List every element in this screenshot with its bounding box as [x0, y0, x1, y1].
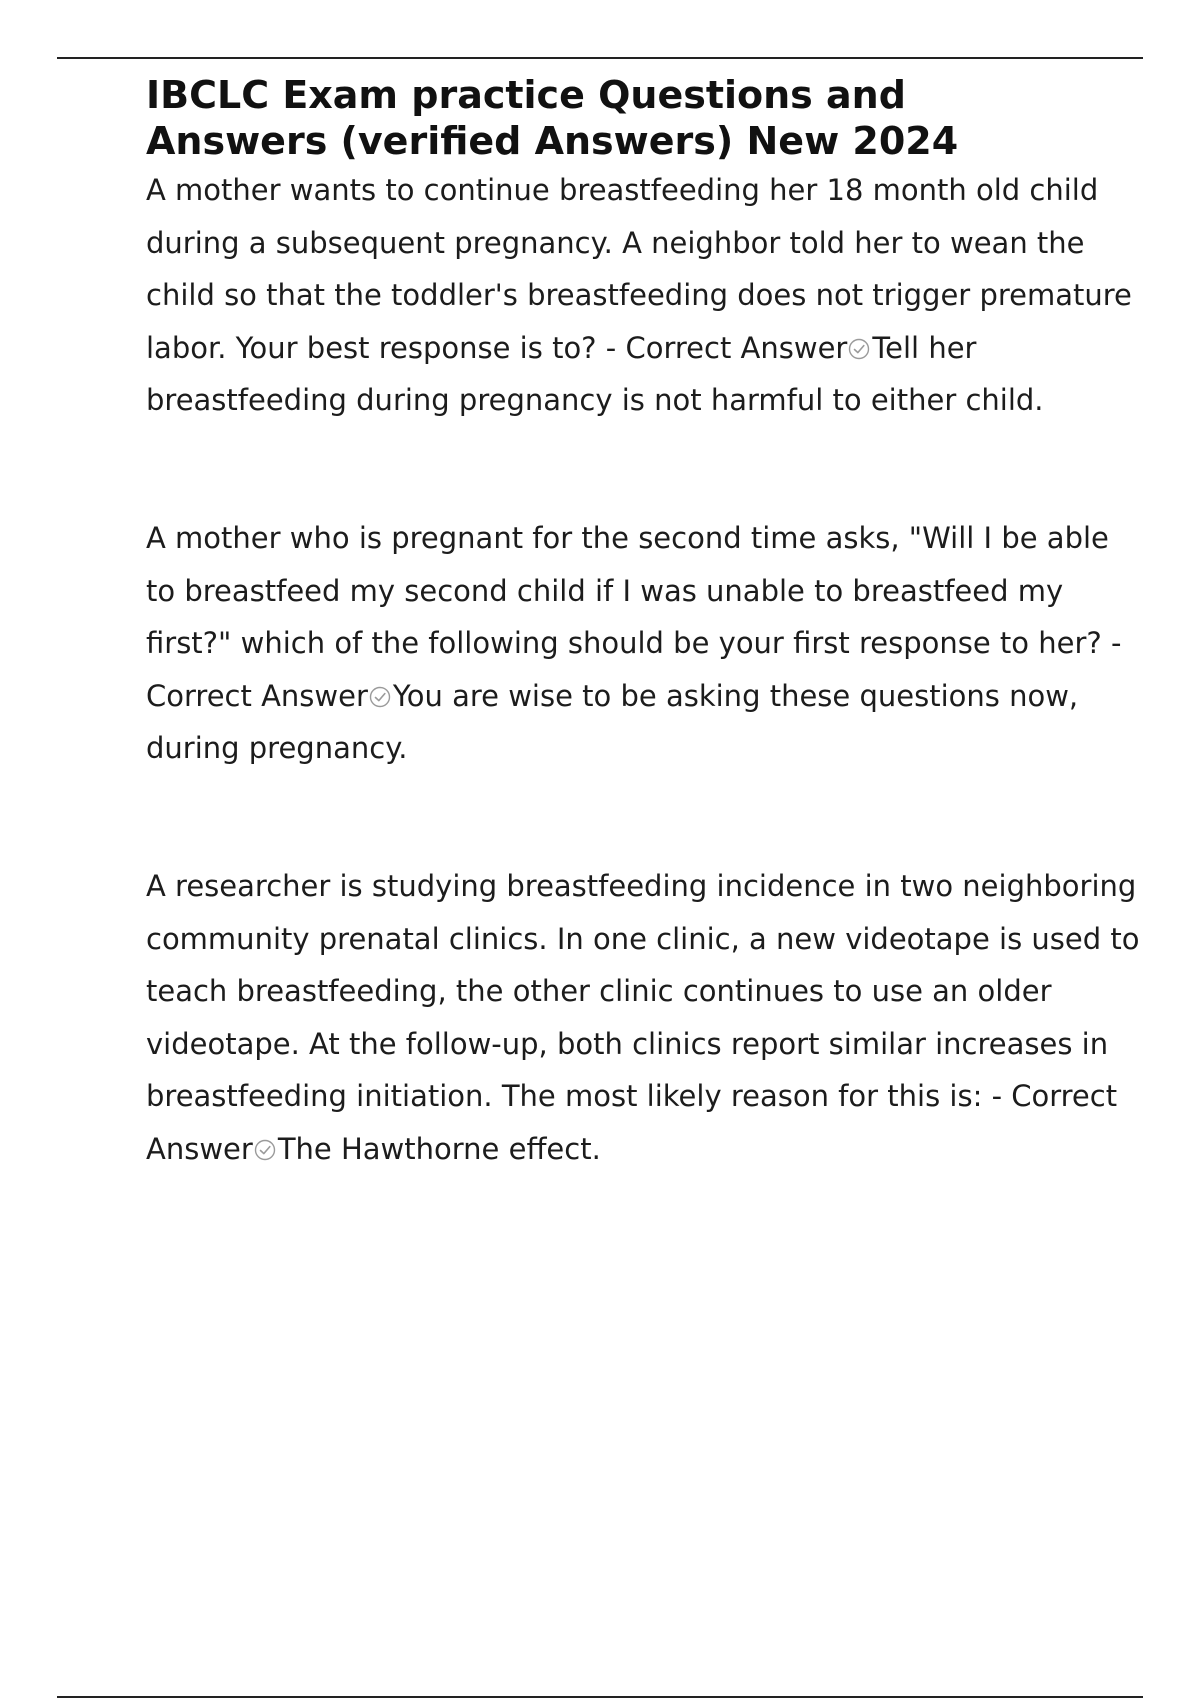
answer-label-3: - Correct Answer: [146, 1079, 1118, 1166]
answer-label-2: - Correct Answer: [146, 626, 1122, 713]
qa-item-2: [146, 512, 1146, 775]
bottom-rule: [57, 1696, 1143, 1698]
check-circle-icon: [848, 338, 870, 360]
check-circle-icon: [254, 1139, 276, 1161]
document-title: [146, 72, 1146, 164]
title-line-2: Answers (verified Answers) New 2024: [146, 119, 959, 163]
answer-text-1: Tell her breastfeeding during pregnancy is not harmful to either child.: [146, 330, 1044, 418]
document-body: [146, 72, 1146, 1176]
top-rule: [57, 57, 1143, 59]
answer-label-1: - Correct Answer: [605, 330, 848, 365]
question-text-2: A mother who is pregnant for the second time asks, "Will I be able to breastfeed my second child if I was unable to breastfeed my first?" which of the following should be your first response to her?: [146, 520, 1109, 661]
check-circle-icon: [369, 686, 391, 708]
qa-item-3: [146, 860, 1146, 1176]
answer-text-2: You are wise to be asking these questions now, during pregnancy.: [146, 678, 1079, 766]
title-line-1: IBCLC Exam practice Questions and: [146, 73, 906, 117]
question-text-1: A mother wants to continue breastfeeding her 18 month old child during a subsequent pregnancy. A neighbor told her to wean the child so that the toddler's breastfeeding does not trigger premature labor. Your best response is to?: [146, 173, 1132, 365]
qa-item-1: [146, 164, 1146, 427]
question-text-3: A researcher is studying breastfeeding incidence in two neighboring community prenatal clinics. In one clinic, a new videotape is used to teach breastfeeding, the other clinic continues to use an older videotape. At the follow-up, both clinics report similar increases in breastfeeding initiation. The most likely reason for this is:: [146, 868, 1140, 1114]
answer-text-3: The Hawthorne effect.: [277, 1131, 601, 1166]
